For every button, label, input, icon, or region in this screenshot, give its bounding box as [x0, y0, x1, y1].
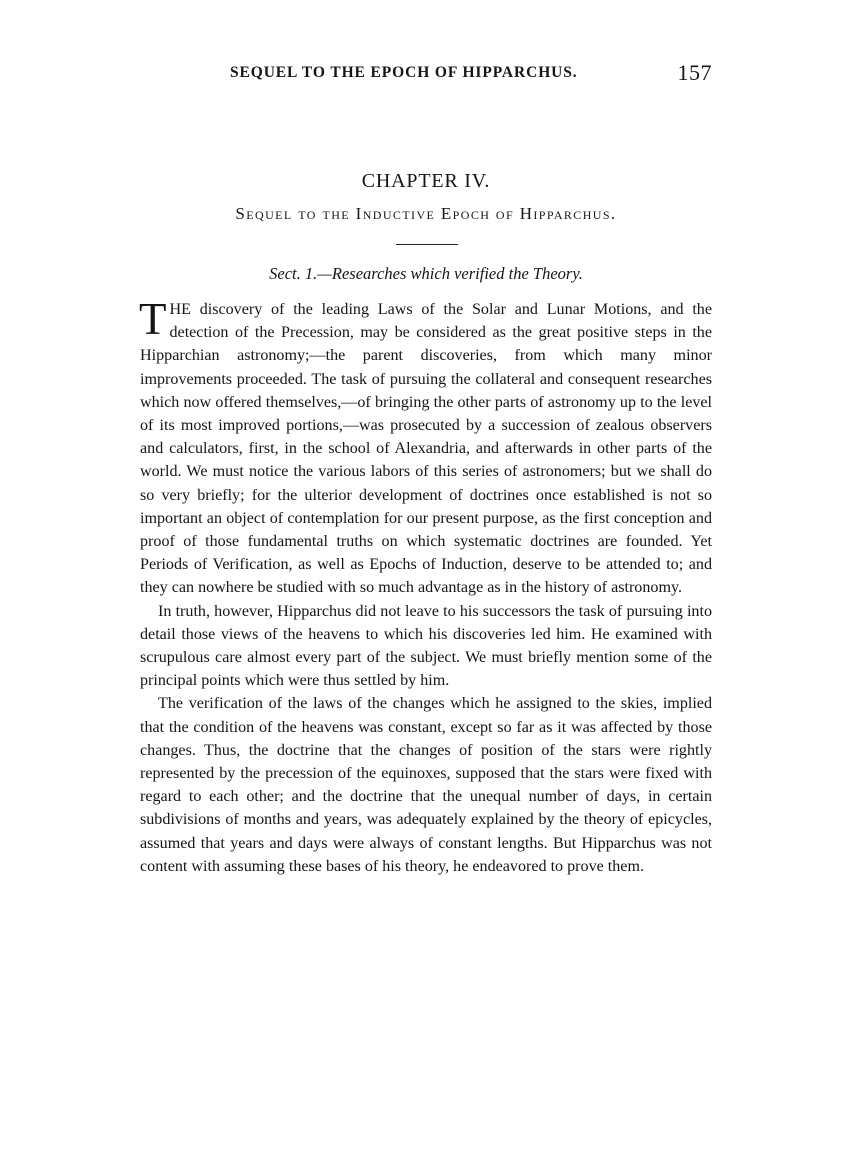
section-divider [396, 244, 458, 245]
paragraph-1-text: HE discovery of the leading Laws of the Solar and Lunar Motions, and the detection of the Precession, may be considered as the great positive steps in the Hipparchian astronomy;—the parent discoveries, from which many minor improvements proceeded. The task of pursuing the collateral and consequent researches which now offered themselves,—of bringing the other parts of astronomy up to the level of its most improved portions,—was prosecuted by a succession of zealous observers and calculators, first, in the school of Alexandria, and afterwards in other parts of the world. We must notice the various labors of this series of astronomers; but we shall do so very briefly; for the ulterior development of doctrines once established is not so important an object of contemplation for our present purpose, as the first conception and proof of those fundamental truths on which systematic doctrines are founded. Yet Periods of Verification, as well as Epochs of Induction, deserve to be attended to; and they can nowhere be studied with so much advantage as in the history of astronomy. [140, 301, 712, 597]
paragraph-3: The verification of the laws of the changes which he assigned to the skies, implied that the condition of the heavens was constant, except so far as it was affected by those changes. Thus, the doctrine that the changes of position of the stars were rightly represented by the precession of the equinoxes, supposed that the stars were fixed with regard to each other; and the doctrine that the unequal number of days, in certain subdivisions of months and years, was adequately explained by the theory of epicycles, assumed that years and days were always of constant lengths. But Hipparchus was not content with assuming these bases of his theory, he endeavored to prove them. [140, 695, 712, 875]
body-text [139, 294, 712, 878]
running-head [140, 60, 712, 88]
page-number: 157 [677, 60, 712, 85]
paragraph-2: In truth, however, Hipparchus did not leave to his successors the task of pursuing into detail those views of the heavens to which his discoveries led him. He examined with scrupulous care almost every part of the subject. We must briefly mention some of the principal points which were thus settled by him. [140, 602, 712, 690]
book-page [140, 0, 712, 1150]
paragraph-1 [139, 294, 712, 600]
drop-cap: T [139, 294, 167, 344]
running-head-title: SEQUEL TO THE EPOCH OF HIPPARCHUS. [230, 64, 578, 81]
chapter-title: CHAPTER IV. [361, 170, 491, 192]
section-heading: Sect. 1.—Researches which verified the Theory. [269, 264, 583, 283]
chapter-subtitle: Sequel to the Inductive Epoch of Hipparchus. [235, 204, 617, 223]
